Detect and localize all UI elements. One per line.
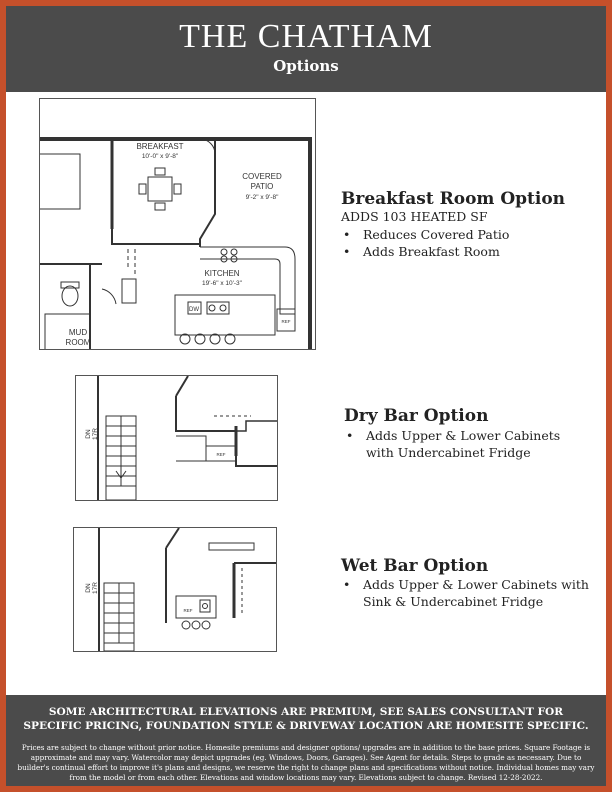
wet-bar-ref-label: REF — [183, 608, 193, 613]
stair-label-risers: 17R — [92, 428, 99, 440]
breakfast-option-heated-sf: ADDS 103 HEATED SF — [341, 209, 488, 224]
dry-bar-plan-drawing — [76, 376, 277, 500]
kitchen-label: KITCHEN — [204, 269, 240, 278]
dishwasher-label: DW — [189, 307, 199, 313]
breakfast-room-dims: 10'-0" x 9'-8" — [141, 153, 179, 160]
page-subtitle: Options — [273, 57, 339, 75]
wet-bar-plan — [73, 527, 277, 652]
breakfast-plan-drawing — [40, 99, 315, 349]
mud-room-label-line1: MUD — [68, 328, 88, 337]
wet-stair-label-risers: 17R — [92, 582, 99, 594]
patio-label-line1: COVERED — [242, 172, 282, 181]
footer-band — [6, 695, 606, 786]
breakfast-option-list — [341, 226, 591, 260]
flyer-sheet — [6, 6, 606, 786]
dry-bar-option-title: Dry Bar Option — [344, 406, 489, 426]
wet-bar-plan-drawing — [74, 528, 276, 651]
stair-label-dn: DN — [85, 429, 92, 439]
list-item: • Reduces Covered Patio — [341, 226, 591, 243]
page-title: THE CHATHAM — [179, 18, 433, 55]
breakfast-room-label: BREAKFAST — [136, 142, 184, 151]
wet-stair-label-dn: DN — [85, 583, 92, 593]
breakfast-option-title: Breakfast Room Option — [341, 189, 566, 209]
list-item: • Adds Upper & Lower Cabinets with Sink & Undercabinet Fridge — [341, 576, 591, 610]
dry-bar-ref-label: REF — [216, 452, 226, 457]
legal-disclaimer: Prices are subject to change without prior notice. Homesite premiums and designer options/ upgrades are in addition to the base prices. Square Footage is approximate and may vary. Watercolor may depict upgrades (eg. Windows, Doors, Garages). See Agent for details. Steps to grade as necessary. Due to builder's continual effort to improve it's plans and designs, we reserve the right to change plans and specifications without notice. Individual homes may vary from the model or from each other. Elevations and window locations may vary. Elevations subject to change. Revised 12-28-2022. — [17, 743, 595, 782]
wet-bar-option-title: Wet Bar Option — [341, 556, 489, 576]
kitchen-dims: 19'-6" x 10'-3" — [202, 280, 242, 287]
list-item: • Adds Upper & Lower Cabinets with Undercabinet Fridge — [344, 427, 574, 461]
breakfast-plan — [39, 98, 316, 350]
header-band — [6, 6, 606, 92]
premium-notice: SOME ARCHITECTURAL ELEVATIONS ARE PREMIUM, SEE SALES CONSULTANT FOR SPECIFIC PRICING, FOUNDATION STYLE & DRIVEWAY LOCATION ARE HOMESITE SPECIFIC. — [23, 706, 589, 732]
patio-dims: 9'-2" x 9'-8" — [245, 194, 279, 201]
mud-room-label-line2: ROOM — [65, 338, 91, 347]
list-item: • Adds Breakfast Room — [341, 243, 591, 260]
wet-bar-option-list — [341, 576, 591, 610]
ref-label: REF — [281, 319, 291, 324]
dry-bar-plan — [75, 375, 278, 501]
dry-bar-option-list — [344, 427, 574, 461]
patio-label-line2: PATIO — [250, 182, 274, 191]
